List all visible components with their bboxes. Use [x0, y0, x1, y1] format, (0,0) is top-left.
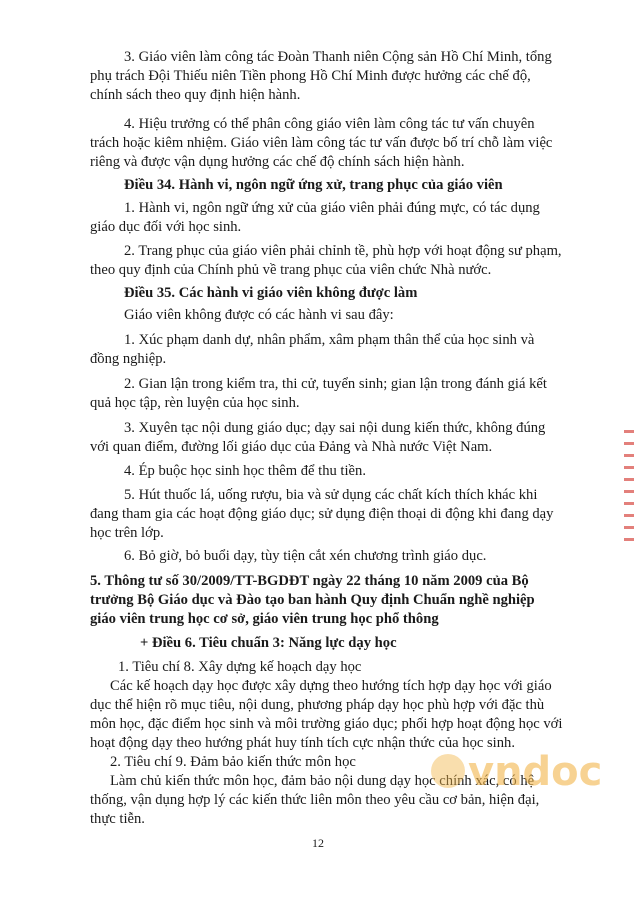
svg-text:vndoc: vndoc	[468, 749, 603, 795]
paragraph: chính sách theo quy định hiện hành.	[90, 87, 301, 103]
article-heading: Điều 35. Các hành vi giáo viên không được làm	[124, 285, 418, 301]
paragraph: Làm chủ kiến thức môn học, đảm bảo nội dung dạy học chính xác, có hệ	[110, 773, 535, 789]
paragraph: 4. Ép buộc học sinh học thêm để thu tiền.	[124, 463, 366, 479]
paragraph: thực tiễn.	[90, 811, 145, 827]
paragraph: phụ trách Đội Thiếu niên Tiền phong Hồ Chí Minh được hưởng các chế độ,	[90, 68, 531, 84]
paragraph: quả học tập, rèn luyện của học sinh.	[90, 395, 300, 411]
page-number: 12	[312, 836, 324, 850]
section-heading: 5. Thông tư số 30/2009/TT-BGDĐT ngày 22 tháng 10 năm 2009 của Bộ	[90, 573, 529, 589]
paragraph: 6. Bỏ giờ, bỏ buổi dạy, tùy tiện cắt xén chương trình giáo dục.	[124, 548, 487, 564]
paragraph: Các kế hoạch dạy học được xây dựng theo hướng tích hợp dạy học với giáo	[110, 678, 552, 694]
paragraph: 4. Hiệu trưởng có thể phân công giáo viên làm công tác tư vấn chuyên	[124, 116, 535, 132]
paragraph: thống, vận dụng hợp lý các kiến thức liên môn theo yêu cầu cơ bản, hiện đại,	[90, 792, 540, 808]
paragraph: trách hoặc kiêm nhiệm. Giáo viên làm công tác tư vấn được bố trí chỗ làm việc	[90, 135, 553, 151]
section-heading: trưởng Bộ Giáo dục và Đào tạo ban hành Quy định Chuẩn nghề nghiệp	[90, 592, 535, 608]
article-heading: Điều 34. Hành vi, ngôn ngữ ứng xử, trang phục của giáo viên	[124, 177, 503, 193]
paragraph: 3. Giáo viên làm công tác Đoàn Thanh niên Cộng sản Hồ Chí Minh, tổng	[124, 49, 552, 65]
paragraph: Giáo viên không được có các hành vi sau đây:	[124, 307, 394, 323]
paragraph: 1. Tiêu chí 8. Xây dựng kế hoạch dạy học	[118, 659, 362, 675]
margin-stamp-mark	[622, 430, 636, 580]
paragraph: với quan điểm, đường lối giáo dục của Đảng và Nhà nước Việt Nam.	[90, 439, 493, 455]
paragraph: học trên lớp.	[90, 525, 164, 541]
paragraph: dục thể hiện rõ mục tiêu, nội dung, phương pháp dạy học phù hợp với đặc thù	[90, 697, 545, 713]
section-heading: giáo viên trung học cơ sở, giáo viên trung học phổ thông	[90, 611, 439, 627]
paragraph: 3. Xuyên tạc nội dung giáo dục; dạy sai nội dung kiến thức, không đúng	[124, 420, 546, 436]
paragraph: hoạt động dạy theo hướng phát huy tính tích cực nhận thức của học sinh.	[90, 735, 515, 751]
article-heading: + Điều 6. Tiêu chuẩn 3: Năng lực dạy học	[140, 635, 397, 651]
paragraph: giáo dục đối với học sinh.	[90, 219, 242, 235]
paragraph: đang tham gia các hoạt động giáo dục; sử dụng điện thoại di động khi đang dạy	[90, 506, 554, 522]
paragraph: 2. Gian lận trong kiểm tra, thi cử, tuyển sinh; gian lận trong đánh giá kết	[124, 376, 547, 392]
paragraph: riêng và được vận dụng hưởng các chế độ chính sách hiện hành.	[90, 154, 465, 170]
paragraph: 2. Tiêu chí 9. Đảm bảo kiến thức môn học	[110, 754, 356, 770]
paragraph: 1. Xúc phạm danh dự, nhân phẩm, xâm phạm thân thể của học sinh và	[124, 332, 535, 348]
paragraph: 5. Hút thuốc lá, uống rượu, bia và sử dụng các chất kích thích khác khi	[124, 487, 538, 503]
paragraph: môn học, đặc điểm học sinh và môi trường giáo dục; phối hợp hoạt động học với	[90, 716, 563, 732]
paragraph: đồng nghiệp.	[90, 351, 167, 367]
paragraph: 1. Hành vi, ngôn ngữ ứng xử của giáo viên phải đúng mực, có tác dụng	[124, 200, 540, 216]
paragraph: theo quy định của Chính phủ về trang phục của viên chức Nhà nước.	[90, 262, 492, 278]
paragraph: 2. Trang phục của giáo viên phải chỉnh tề, phù hợp với hoạt động sư phạm,	[124, 243, 562, 259]
vndoc-watermark-logo	[418, 745, 603, 799]
